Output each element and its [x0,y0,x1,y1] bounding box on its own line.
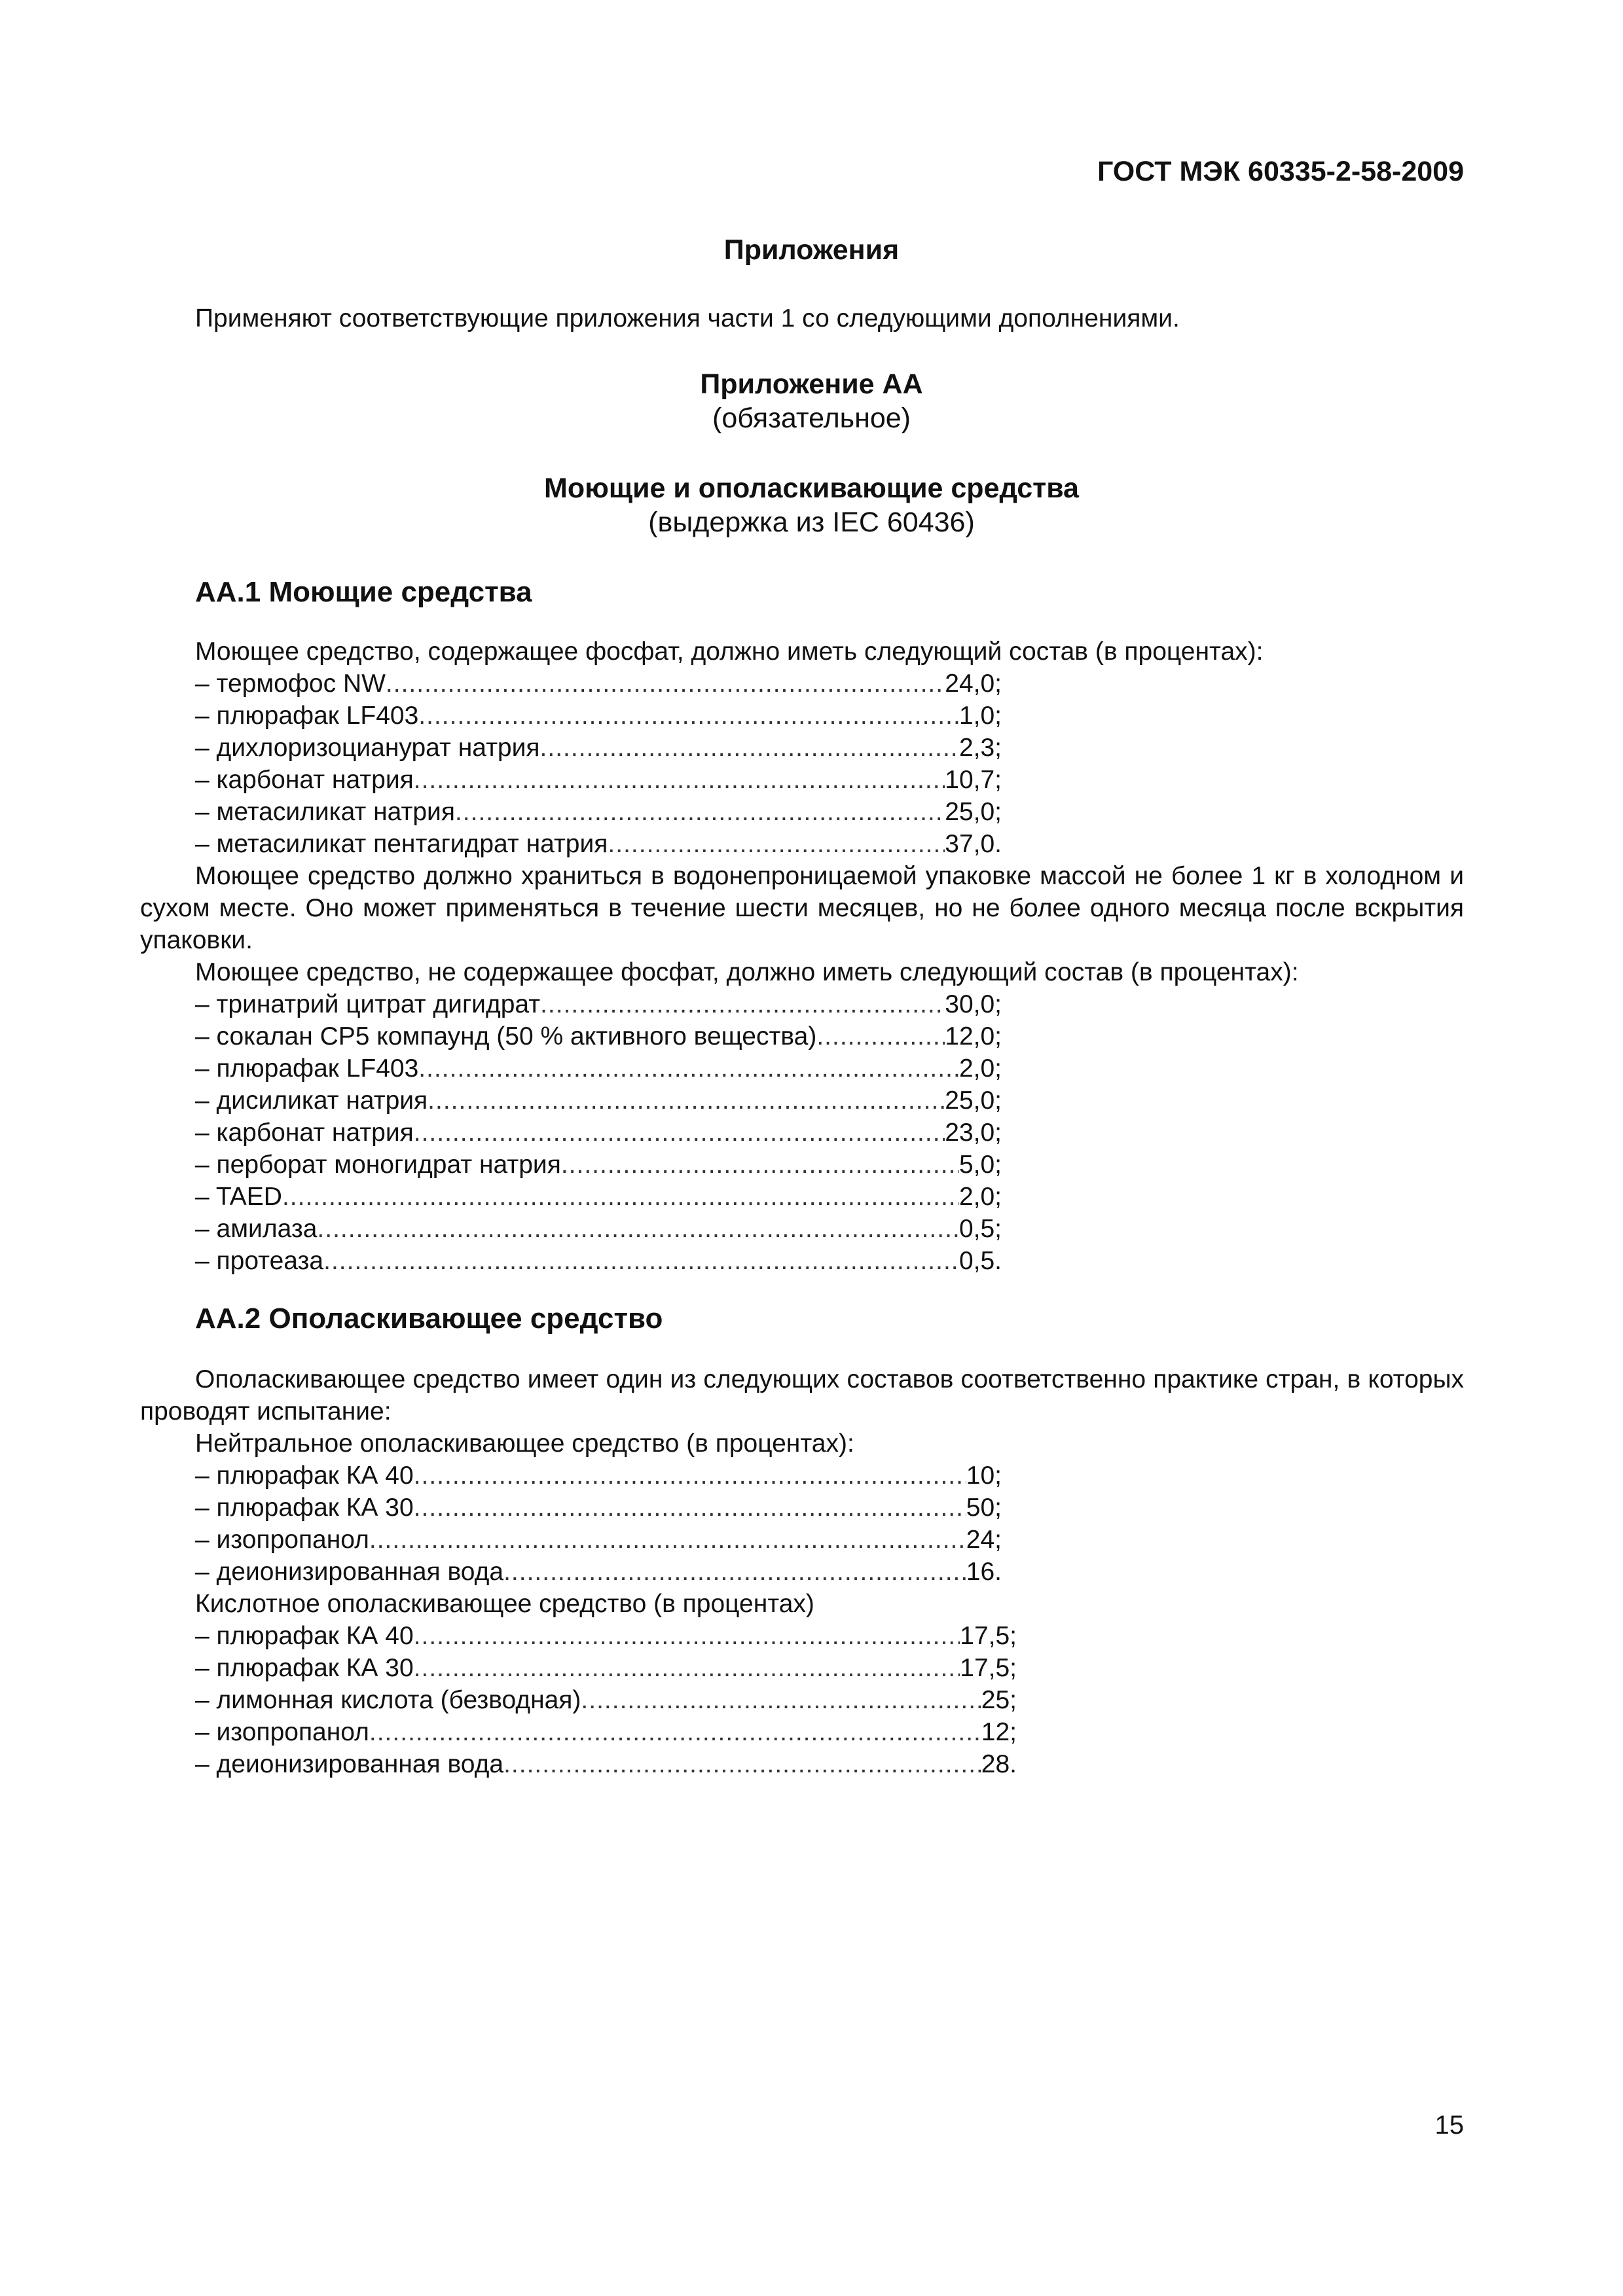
ingredient-percent: 37,0. [945,830,1002,858]
composition-item [195,1020,1002,1052]
composition-item [195,1460,1002,1492]
composition-item [195,668,1002,700]
dot-leader [282,1181,959,1213]
ingredient-percent: 17,5; [960,1654,1017,1682]
ingredient-percent: 0,5. [958,1247,1002,1275]
annex-status: (обязательное) [712,403,911,434]
ingredient-percent: 12; [981,1718,1017,1746]
neutral-composition-list [195,1460,1002,1588]
composition-item [195,1245,1002,1277]
composition-item [195,988,1002,1020]
dot-leader [317,1213,959,1245]
dot-leader [414,1620,960,1652]
ingredient-label: – метасиликат натрия [195,798,455,826]
ingredient-label: – плюрафак LF403 [195,702,419,730]
rinse-intro: Ополаскивающее средство имеет один из следующих составов соответственно практике стран, в которых проводят испытание: [140,1365,1464,1426]
composition-item [195,764,1002,796]
ingredient-percent: 24,0; [945,670,1002,698]
standard-code: ГОСТ МЭК 60335-2-58-2009 [1097,156,1464,187]
neutral-intro: Нейтральное ополаскивающее средство (в процентах): [195,1429,854,1458]
annex-title: Приложение АА [700,368,923,400]
composition-item [195,1620,1017,1652]
dot-leader [418,700,959,732]
ingredient-label: – деионизированная вода [195,1558,504,1586]
ingredient-label: – карбонат натрия [195,1119,414,1147]
composition-item [195,1492,1002,1524]
ingredient-label: – изопропанол [195,1718,369,1746]
dot-leader [386,668,945,700]
composition-item [195,828,1002,860]
dot-leader [581,1684,981,1716]
ingredient-label: – амилаза [195,1215,318,1243]
ingredient-percent: 12,0; [945,1022,1002,1050]
dot-leader [540,732,959,764]
dot-leader [418,1052,959,1085]
ingredient-percent: 25; [981,1686,1017,1714]
page-title: Приложения [723,234,900,266]
ingredient-label: – сокалан CP5 компаунд (50 % активного вещества) [195,1022,817,1050]
ingredient-percent: 1,0; [958,702,1002,730]
composition-item [195,1117,1002,1149]
composition-item [195,1181,1002,1213]
dot-leader [608,828,945,860]
dot-leader [428,1085,945,1117]
ingredient-label: – перборат моногидрат натрия [195,1151,561,1179]
ingredient-percent: 10,7; [945,766,1002,794]
ingredient-label: – дисиликат натрия [195,1086,428,1115]
composition-item [195,1652,1017,1684]
composition-item [195,1556,1002,1588]
dot-leader [369,1524,966,1556]
composition-item [195,1052,1002,1085]
ingredient-label: – изопропанол [195,1526,369,1554]
intro-paragraph: Применяют соответствующие приложения части 1 со следующими дополнениями. [195,304,1180,332]
ingredient-label: – плюрафак LF403 [195,1054,419,1083]
dot-leader [369,1716,981,1748]
ingredient-label: – дихлоризоцианурат натрия [195,734,540,762]
dot-leader [503,1556,966,1588]
ingredient-percent: 16. [966,1558,1002,1586]
ingredient-percent: 28. [981,1750,1017,1778]
dot-leader [414,1117,945,1149]
ingredient-label: – плюрафак КА 40 [195,1462,414,1490]
composition-item [195,1213,1002,1245]
nonphosphate-composition-list [195,988,1002,1277]
acid-composition-list [195,1620,1017,1780]
section-aa2-heading: АА.2 Ополаскивающее средство [195,1302,663,1335]
ingredient-percent: 0,5; [958,1215,1002,1243]
section-aa1-heading: АА.1 Моющие средства [195,576,532,608]
annex-subject: Моющие и ополаскивающие средства [544,473,1079,504]
dot-leader [414,1652,960,1684]
phosphate-intro: Моющее средство, содержащее фосфат, должно иметь следующий состав (в процентах): [195,637,1264,666]
ingredient-percent: 10; [966,1462,1002,1490]
phosphate-composition-list [195,668,1002,860]
ingredient-label: – лимонная кислота (безводная) [195,1686,581,1714]
composition-item [195,1524,1002,1556]
storage-note: Моющее средство должно храниться в водонепроницаемой упаковке массой не более 1 кг в холодном и сухом месте. Оно может применяться в течение шести месяцев, но не более одного месяца после вскрытия упаковки. [140,862,1464,954]
dot-leader [455,796,945,828]
dot-leader [503,1748,981,1780]
composition-item [195,700,1002,732]
ingredient-label: – термофос NW [195,670,386,698]
nonphosphate-intro: Моющее средство, не содержащее фосфат, должно иметь следующий состав (в процентах): [195,958,1299,986]
dot-leader [816,1020,945,1052]
ingredient-percent: 2,3; [958,734,1002,762]
dot-leader [414,764,945,796]
ingredient-label: – метасиликат пентагидрат натрия [195,830,608,858]
ingredient-percent: 25,0; [945,1086,1002,1115]
ingredient-percent: 23,0; [945,1119,1002,1147]
ingredient-percent: 25,0; [945,798,1002,826]
ingredient-label: – карбонат натрия [195,766,414,794]
ingredient-percent: 30,0; [945,990,1002,1018]
composition-item [195,732,1002,764]
composition-item [195,1748,1017,1780]
dot-leader [414,1460,966,1492]
dot-leader [540,988,945,1020]
dot-leader [414,1492,966,1524]
composition-item [195,1716,1017,1748]
ingredient-percent: 5,0; [958,1151,1002,1179]
page-number: 15 [1434,2111,1464,2140]
composition-item [195,1684,1017,1716]
ingredient-percent: 17,5; [960,1622,1017,1650]
composition-item [195,1085,1002,1117]
ingredient-percent: 24; [966,1526,1002,1554]
dot-leader [323,1245,959,1277]
ingredient-label: – плюрафак КА 30 [195,1494,414,1522]
ingredient-percent: 50; [966,1494,1002,1522]
dot-leader [561,1149,959,1181]
ingredient-label: – TAED [195,1183,282,1211]
ingredient-label: – протеаза [195,1247,324,1275]
ingredient-label: – плюрафак КА 30 [195,1654,414,1682]
composition-item [195,796,1002,828]
ingredient-percent: 2,0; [958,1054,1002,1083]
ingredient-label: – деионизированная вода [195,1750,504,1778]
annex-source: (выдержка из IEC 60436) [648,507,975,538]
ingredient-label: – плюрафак КА 40 [195,1622,414,1650]
composition-item [195,1149,1002,1181]
ingredient-percent: 2,0; [958,1183,1002,1211]
acid-intro: Кислотное ополаскивающее средство (в процентах) [195,1590,814,1618]
ingredient-label: – тринатрий цитрат дигидрат [195,990,541,1018]
